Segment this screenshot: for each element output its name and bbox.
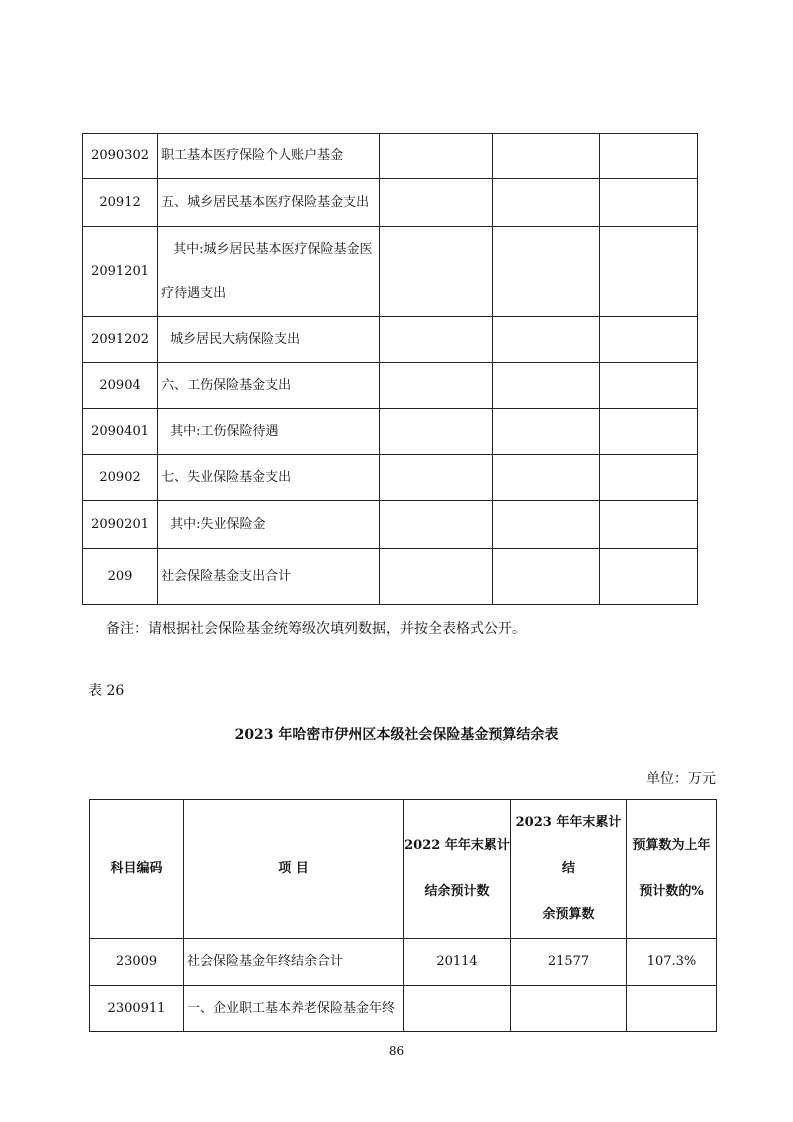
table-label: 表 26 xyxy=(88,683,125,699)
expenditure-table xyxy=(82,133,698,605)
header-col2-line2: 余预算数 xyxy=(542,907,595,922)
cell-empty xyxy=(380,179,492,227)
row-code: 2091202 xyxy=(83,317,158,363)
row-name: 社会保险基金年终结余合计 xyxy=(184,939,404,986)
row-value-2023 xyxy=(511,986,627,1032)
row-name: 其中:失业保险金 xyxy=(158,501,380,549)
row-code: 20904 xyxy=(83,363,158,409)
cell-empty xyxy=(599,363,697,409)
cell-empty xyxy=(380,501,492,549)
header-col1-line2: 结余预计数 xyxy=(424,884,490,899)
row-name-line1: 其中:城乡居民基本医疗保险基金医 xyxy=(173,241,373,257)
row-value-2022: 20114 xyxy=(404,939,511,986)
cell-empty xyxy=(492,134,599,179)
cell-empty xyxy=(380,317,492,363)
header-col1-line1: 2022 年年末累计 xyxy=(404,838,510,853)
table-row xyxy=(83,227,698,317)
row-code: 2091201 xyxy=(83,227,158,317)
table-row xyxy=(83,179,698,227)
row-code: 209 xyxy=(83,549,158,605)
cell-empty xyxy=(492,363,599,409)
header-code: 科目编码 xyxy=(90,800,184,939)
table-row xyxy=(90,939,717,986)
cell-empty xyxy=(380,455,492,501)
cell-empty xyxy=(492,455,599,501)
cell-empty xyxy=(599,317,697,363)
header-col1 xyxy=(404,800,511,939)
cell-empty xyxy=(599,227,697,317)
cell-empty xyxy=(492,227,599,317)
table-row xyxy=(90,986,717,1032)
header-col2-line1: 2023 年年末累计结 xyxy=(515,815,622,876)
cell-empty xyxy=(599,409,697,455)
table-note: 备注：请根据社会保险基金统筹级次填列数据，并按全表格式公开。 xyxy=(106,621,526,637)
cell-empty xyxy=(492,549,599,605)
table-header-row xyxy=(90,800,717,939)
row-name: 六、工伤保险基金支出 xyxy=(158,363,380,409)
table-row xyxy=(83,501,698,549)
row-value-ratio: 107.3% xyxy=(627,939,717,986)
cell-empty xyxy=(599,501,697,549)
cell-empty xyxy=(380,134,492,179)
row-name: 职工基本医疗保险个人账户基金 xyxy=(158,134,380,179)
row-name-line2: 疗待遇支出 xyxy=(161,285,227,301)
cell-empty xyxy=(380,227,492,317)
row-name: 七、失业保险基金支出 xyxy=(158,455,380,501)
cell-empty xyxy=(492,317,599,363)
row-name: 其中:工伤保险待遇 xyxy=(158,409,380,455)
unit-label: 单位：万元 xyxy=(646,771,716,787)
cell-empty xyxy=(492,501,599,549)
table-row xyxy=(83,455,698,501)
row-code: 2090201 xyxy=(83,501,158,549)
header-item: 项 目 xyxy=(184,800,404,939)
row-code: 20912 xyxy=(83,179,158,227)
header-col2 xyxy=(511,800,627,939)
header-col3-line2: 预计数的% xyxy=(639,884,704,899)
cell-empty xyxy=(380,363,492,409)
balance-table xyxy=(89,799,717,1032)
table-row xyxy=(83,549,698,605)
row-name xyxy=(158,227,380,317)
row-value-2023: 21577 xyxy=(511,939,627,986)
row-code: 20902 xyxy=(83,455,158,501)
cell-empty xyxy=(492,409,599,455)
row-name: 一、企业职工基本养老保险基金年终 xyxy=(184,986,404,1032)
table-title: 2023 年哈密市伊州区本级社会保险基金预算结余表 xyxy=(234,727,559,743)
page-number: 86 xyxy=(388,1044,405,1058)
row-value-2022 xyxy=(404,986,511,1032)
cell-empty xyxy=(599,179,697,227)
table-row xyxy=(83,134,698,179)
cell-empty xyxy=(599,549,697,605)
cell-empty xyxy=(599,455,697,501)
table-row xyxy=(83,363,698,409)
cell-empty xyxy=(380,549,492,605)
cell-empty xyxy=(380,409,492,455)
row-code: 2090401 xyxy=(83,409,158,455)
cell-empty xyxy=(492,179,599,227)
table-row xyxy=(83,409,698,455)
row-name: 城乡居民大病保险支出 xyxy=(158,317,380,363)
row-value-ratio xyxy=(627,986,717,1032)
row-code: 2090302 xyxy=(83,134,158,179)
row-code: 23009 xyxy=(90,939,184,986)
row-name: 五、城乡居民基本医疗保险基金支出 xyxy=(158,179,380,227)
table-row xyxy=(83,317,698,363)
cell-empty xyxy=(599,134,697,179)
row-name: 社会保险基金支出合计 xyxy=(158,549,380,605)
header-col3-line1: 预算数为上年 xyxy=(632,838,711,853)
row-code: 2300911 xyxy=(90,986,184,1032)
header-col3 xyxy=(627,800,717,939)
